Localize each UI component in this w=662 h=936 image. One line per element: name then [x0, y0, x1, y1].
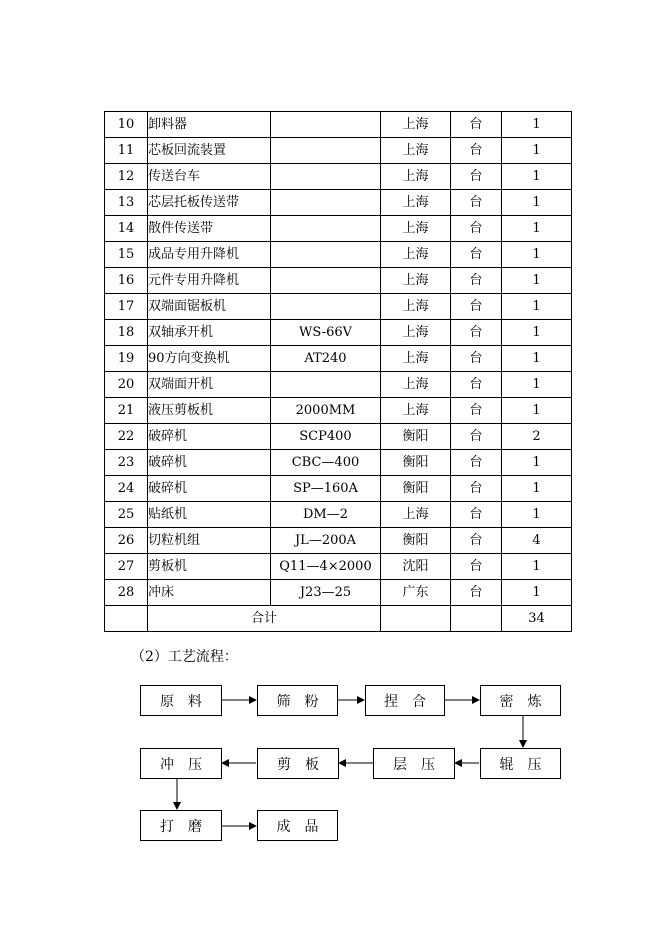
flow-box-mixing: 捏合 [365, 685, 445, 716]
equipment-qty: 1 [502, 268, 572, 294]
flow-box-laminating: 层压 [373, 748, 455, 779]
equipment-qty: 1 [502, 476, 572, 502]
equipment-origin: 上海 [381, 372, 451, 398]
equipment-origin: 衡阳 [381, 424, 451, 450]
total-qty: 34 [502, 606, 572, 632]
equipment-model: JL—200A [271, 528, 381, 554]
equipment-origin: 上海 [381, 294, 451, 320]
equipment-qty: 2 [502, 424, 572, 450]
equipment-model: CBC—400 [271, 450, 381, 476]
flow-box-stamping: 冲压 [140, 748, 222, 779]
equipment-model: SP—160A [271, 476, 381, 502]
equipment-name: 卸料器 [148, 112, 271, 138]
row-number: 25 [105, 502, 148, 528]
row-number: 10 [105, 112, 148, 138]
equipment-qty: 1 [502, 398, 572, 424]
equipment-name: 破碎机 [148, 424, 271, 450]
equipment-model: Q11—4×2000 [271, 554, 381, 580]
equipment-qty: 1 [502, 138, 572, 164]
row-number: 26 [105, 528, 148, 554]
equipment-qty: 1 [502, 242, 572, 268]
equipment-qty: 1 [502, 554, 572, 580]
equipment-name: 传送台车 [148, 164, 271, 190]
equipment-origin: 上海 [381, 502, 451, 528]
equipment-name: 双端面锯板机 [148, 294, 271, 320]
equipment-unit: 台 [451, 528, 502, 554]
equipment-unit: 台 [451, 580, 502, 606]
equipment-model: AT240 [271, 346, 381, 372]
equipment-name: 破碎机 [148, 450, 271, 476]
equipment-model: DM—2 [271, 502, 381, 528]
equipment-name: 90方向变换机 [148, 346, 271, 372]
flow-box-sieve-powder: 筛粉 [257, 685, 338, 716]
equipment-name: 散件传送带 [148, 216, 271, 242]
row-number: 12 [105, 164, 148, 190]
equipment-unit: 台 [451, 320, 502, 346]
equipment-origin: 上海 [381, 138, 451, 164]
equipment-unit: 台 [451, 138, 502, 164]
equipment-origin: 上海 [381, 190, 451, 216]
equipment-origin: 沈阳 [381, 554, 451, 580]
equipment-name: 液压剪板机 [148, 398, 271, 424]
equipment-qty: 1 [502, 372, 572, 398]
equipment-origin: 上海 [381, 398, 451, 424]
equipment-qty: 1 [502, 450, 572, 476]
equipment-qty: 1 [502, 112, 572, 138]
row-number: 13 [105, 190, 148, 216]
row-number: 24 [105, 476, 148, 502]
equipment-unit: 台 [451, 502, 502, 528]
equipment-origin: 衡阳 [381, 450, 451, 476]
total-label: 合计 [148, 606, 381, 632]
equipment-origin: 衡阳 [381, 528, 451, 554]
equipment-origin: 上海 [381, 320, 451, 346]
equipment-unit: 台 [451, 398, 502, 424]
equipment-unit: 台 [451, 112, 502, 138]
equipment-qty: 1 [502, 294, 572, 320]
flow-box-finished-product: 成品 [257, 810, 338, 841]
equipment-qty: 1 [502, 164, 572, 190]
row-number: 16 [105, 268, 148, 294]
equipment-qty: 1 [502, 320, 572, 346]
equipment-name: 双轴承开机 [148, 320, 271, 346]
equipment-name: 剪板机 [148, 554, 271, 580]
equipment-origin: 广东 [381, 580, 451, 606]
equipment-origin: 上海 [381, 346, 451, 372]
equipment-origin: 上海 [381, 216, 451, 242]
flow-box-rolling: 辊压 [480, 748, 561, 779]
equipment-name: 破碎机 [148, 476, 271, 502]
equipment-name: 元件专用升降机 [148, 268, 271, 294]
equipment-name: 芯层托板传送带 [148, 190, 271, 216]
equipment-unit: 台 [451, 450, 502, 476]
equipment-origin: 上海 [381, 164, 451, 190]
process-section-title: （2）工艺流程： [131, 649, 238, 665]
row-number: 22 [105, 424, 148, 450]
equipment-origin: 上海 [381, 242, 451, 268]
row-number: 28 [105, 580, 148, 606]
row-number: 23 [105, 450, 148, 476]
equipment-unit: 台 [451, 294, 502, 320]
equipment-model: J23—25 [271, 580, 381, 606]
equipment-origin: 上海 [381, 268, 451, 294]
equipment-qty: 1 [502, 580, 572, 606]
flow-box-raw-material: 原料 [140, 685, 222, 716]
equipment-model: WS-66V [271, 320, 381, 346]
equipment-unit: 台 [451, 424, 502, 450]
row-number: 27 [105, 554, 148, 580]
equipment-unit: 台 [451, 164, 502, 190]
equipment-qty: 1 [502, 190, 572, 216]
flow-box-refining: 密炼 [480, 685, 561, 716]
equipment-qty: 1 [502, 216, 572, 242]
equipment-origin: 上海 [381, 112, 451, 138]
equipment-qty: 4 [502, 528, 572, 554]
row-number: 17 [105, 294, 148, 320]
row-number: 19 [105, 346, 148, 372]
flow-box-shearing: 剪板 [257, 748, 339, 779]
equipment-origin: 衡阳 [381, 476, 451, 502]
equipment-unit: 台 [451, 372, 502, 398]
row-number: 15 [105, 242, 148, 268]
flow-box-grinding: 打磨 [140, 810, 222, 841]
equipment-unit: 台 [451, 216, 502, 242]
equipment-unit: 台 [451, 268, 502, 294]
equipment-name: 贴纸机 [148, 502, 271, 528]
equipment-unit: 台 [451, 554, 502, 580]
equipment-name: 双端面开机 [148, 372, 271, 398]
row-number: 20 [105, 372, 148, 398]
equipment-qty: 1 [502, 502, 572, 528]
equipment-model: 2000MM [271, 398, 381, 424]
row-number: 14 [105, 216, 148, 242]
equipment-model: SCP400 [271, 424, 381, 450]
row-number: 18 [105, 320, 148, 346]
equipment-name: 芯板回流装置 [148, 138, 271, 164]
equipment-unit: 台 [451, 190, 502, 216]
row-number: 11 [105, 138, 148, 164]
equipment-name: 成品专用升降机 [148, 242, 271, 268]
equipment-unit: 台 [451, 476, 502, 502]
equipment-name: 冲床 [148, 580, 271, 606]
equipment-unit: 台 [451, 346, 502, 372]
equipment-qty: 1 [502, 346, 572, 372]
equipment-unit: 台 [451, 242, 502, 268]
equipment-name: 切粒机组 [148, 528, 271, 554]
row-number: 21 [105, 398, 148, 424]
